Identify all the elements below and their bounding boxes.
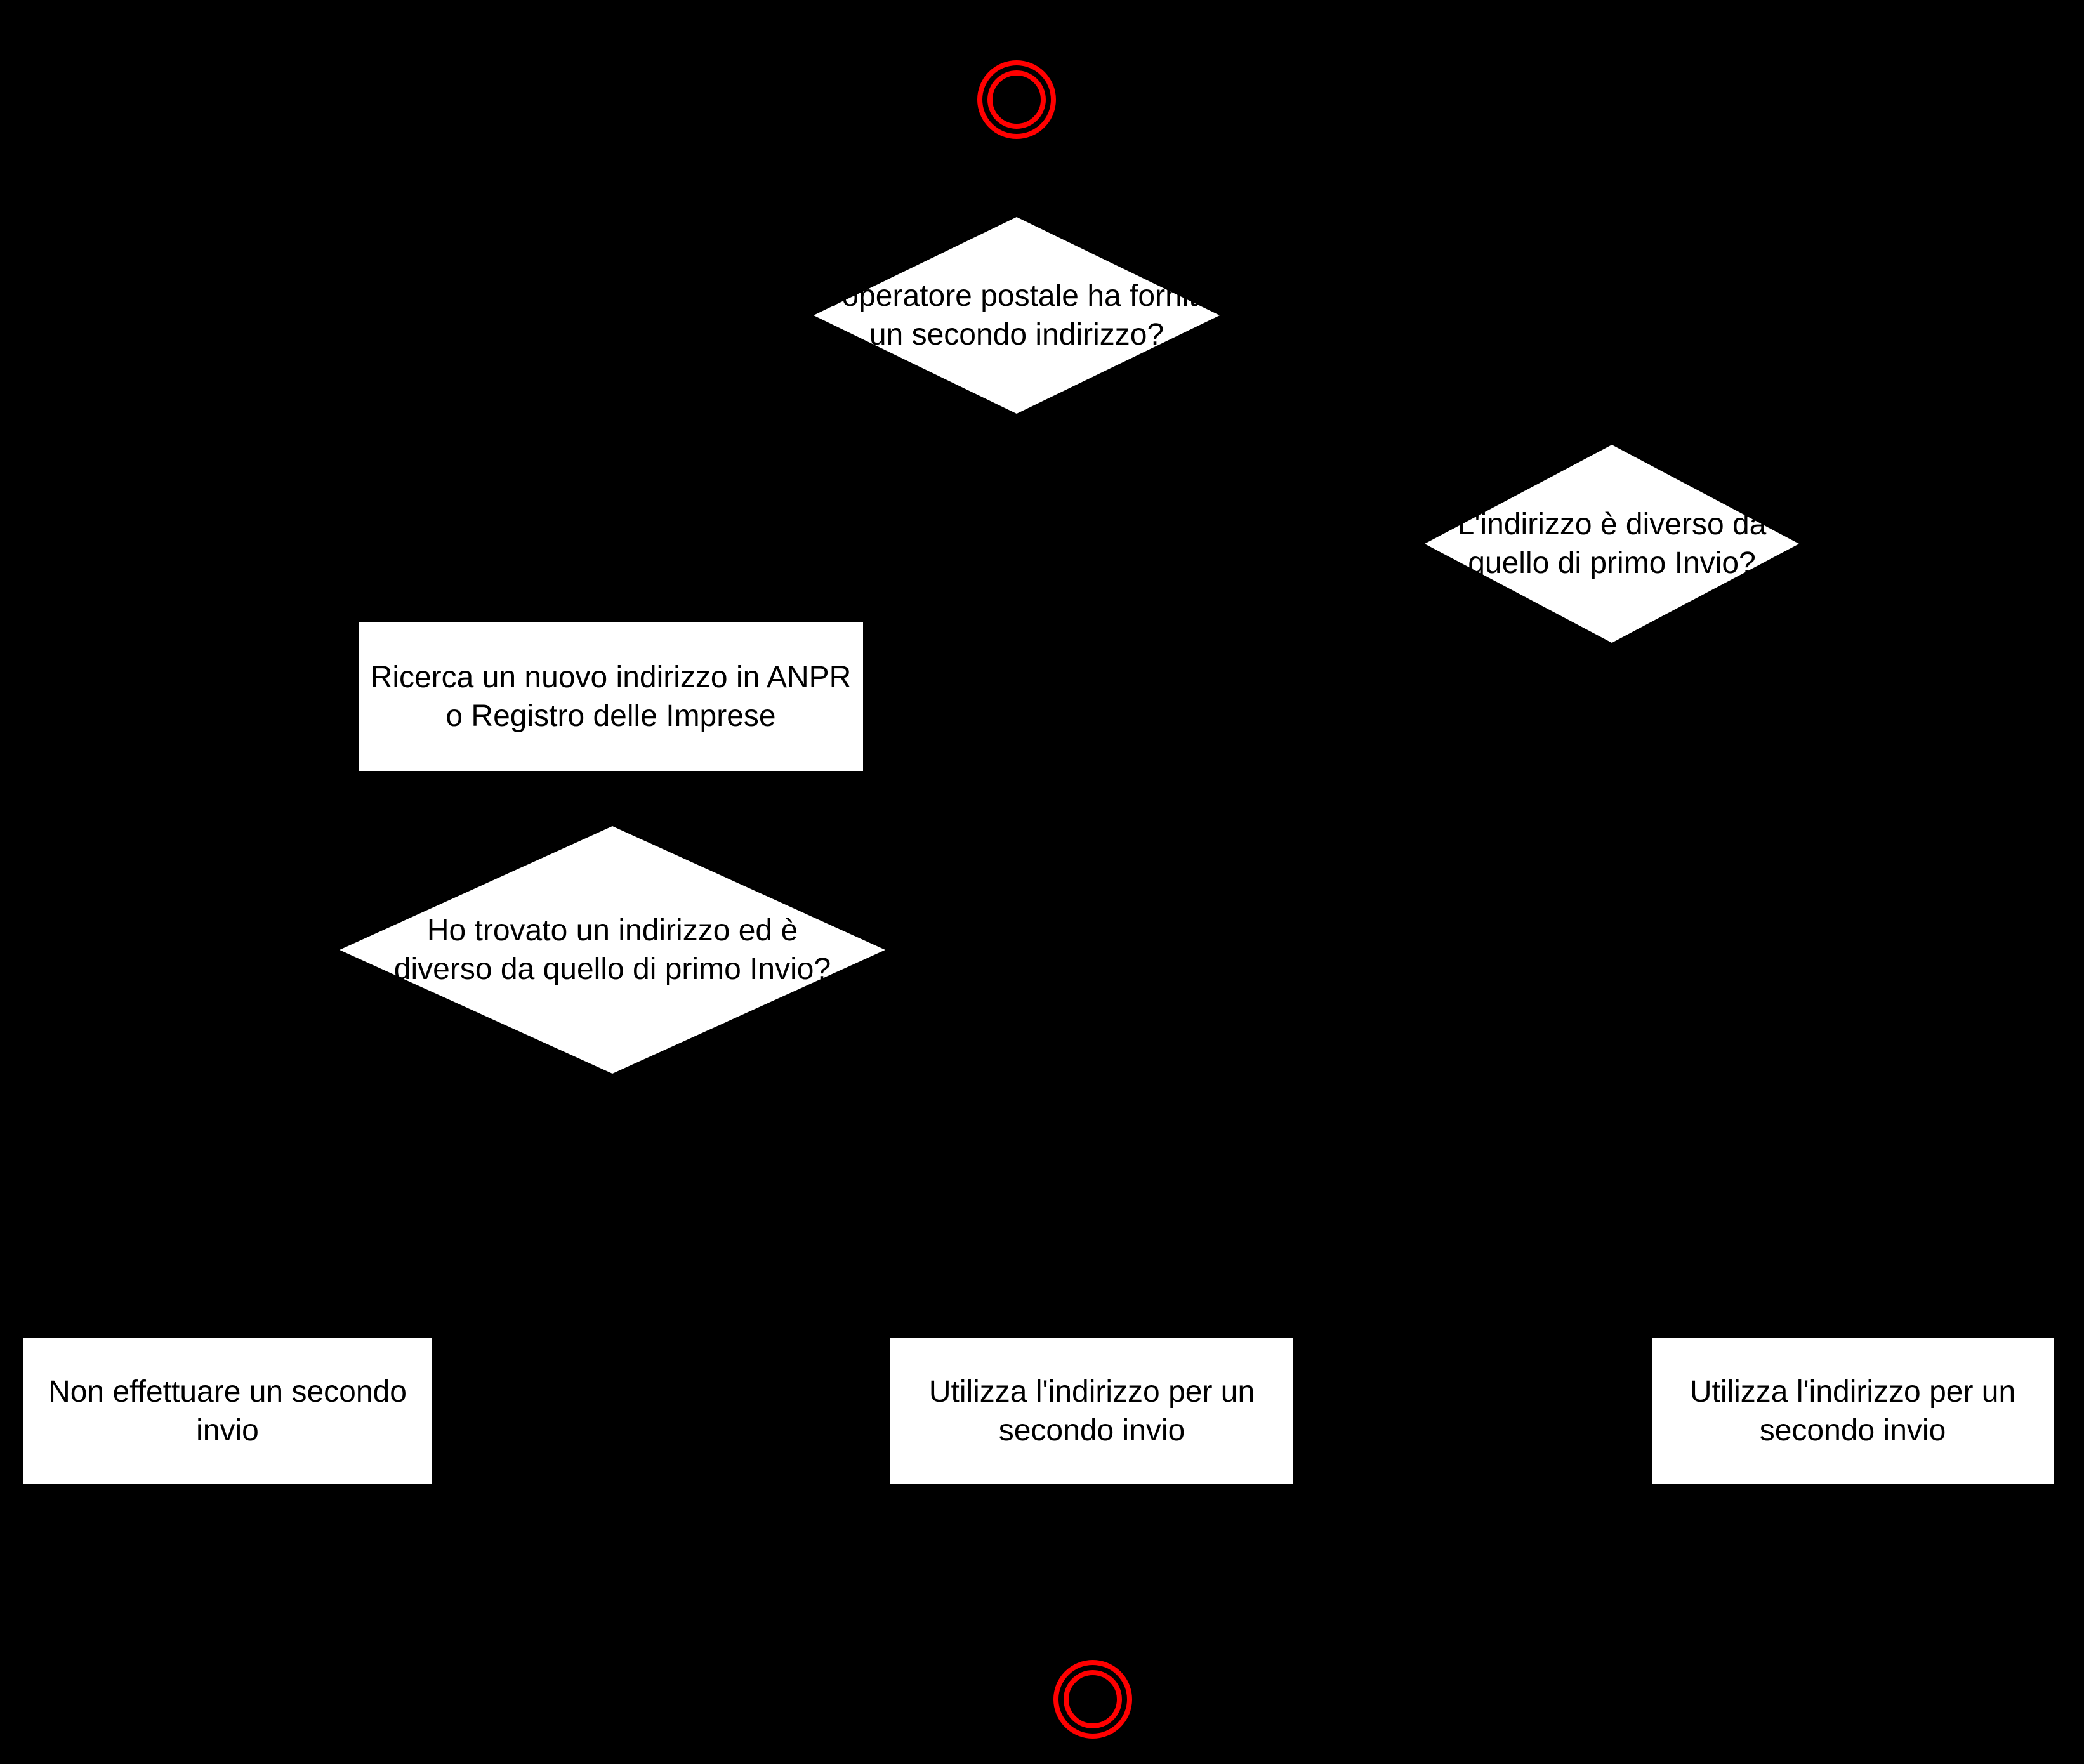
process-no-second-send-box (23, 1338, 432, 1484)
label-line-2: secondo invio (1759, 1414, 1946, 1447)
label-line-1: Non effettuare un secondo (48, 1375, 407, 1409)
label-line-2: secondo invio (998, 1414, 1185, 1447)
label-line-2: o Registro delle Imprese (445, 699, 776, 733)
decision-postal-operator-label (699, 277, 1334, 354)
label-line-2: quello di primo Invio? (1468, 546, 1756, 580)
start-terminal-node (977, 60, 1056, 139)
process-use-address-center-box (890, 1338, 1293, 1484)
label-line-1: Utilizza l'indirizzo per un (1689, 1375, 2016, 1409)
label-line-1: Ho trovato un indirizzo ed è (426, 914, 798, 947)
process-search-anpr-box (359, 622, 863, 771)
label-line-2: diverso da quello di primo Invio? (393, 952, 831, 986)
end-terminal-inner-ring (1064, 1670, 1122, 1728)
label-line-1: L'indirizzo è diverso da (1457, 508, 1767, 541)
label-line-2: un secondo indirizzo? (869, 318, 1164, 352)
process-use-address-right-box (1652, 1338, 2054, 1484)
end-terminal-node (1053, 1660, 1132, 1739)
start-terminal-inner-ring (987, 70, 1046, 129)
label-line-1: Utilizza l'indirizzo per un (928, 1375, 1255, 1409)
decision-address-different-label (1295, 505, 1929, 583)
label-line-1: Ricerca un nuovo indirizzo in ANPR (370, 660, 852, 694)
label-line-1: L'operatore postale ha fornito (819, 279, 1215, 313)
label-line-2: invio (196, 1414, 259, 1447)
decision-address-found-label (295, 911, 930, 989)
